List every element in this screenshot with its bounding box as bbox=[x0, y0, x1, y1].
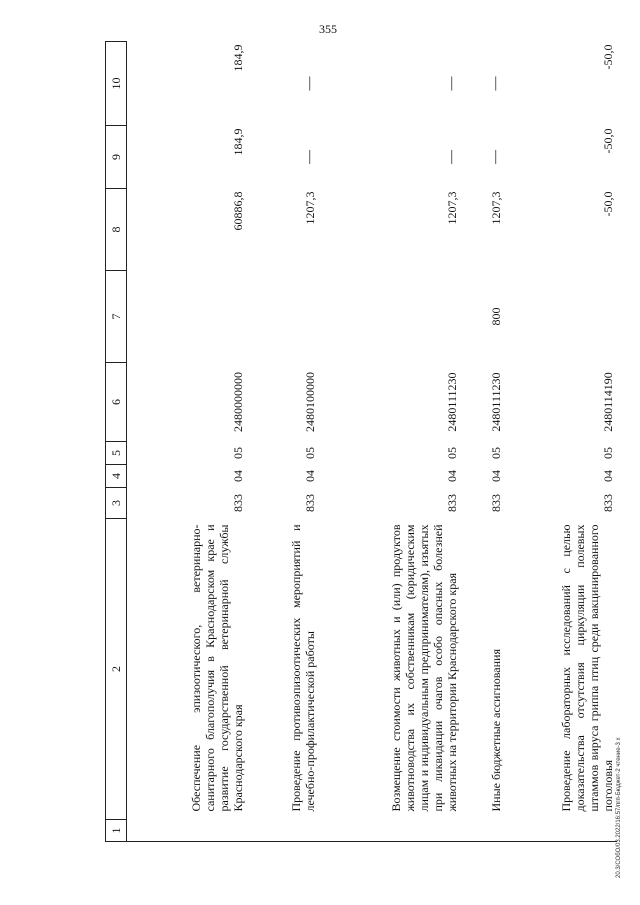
cell-amount-3: -50,0 bbox=[600, 44, 615, 70]
cell-subsection: 05 bbox=[600, 447, 615, 459]
budget-table-rotated bbox=[105, 42, 640, 842]
cell-expense-type bbox=[127, 271, 247, 363]
cell-expense-type bbox=[247, 271, 319, 363]
cell-subsection: 05 bbox=[488, 447, 503, 459]
header-cell: 2 bbox=[106, 519, 127, 820]
header-cell: 10 bbox=[106, 42, 127, 126]
cell-target-article: 2480114190 bbox=[600, 372, 615, 432]
cell-amount-1: 1207,3 bbox=[302, 191, 317, 225]
row-description: Обеспечение эпизоотического, ветеринарно-санитарного благополучия в Краснодарском крае и развитие государственной ветеринарной службы Краснодарского края bbox=[188, 524, 245, 812]
cell-section: 04 bbox=[302, 470, 317, 482]
cell-subsection: 05 bbox=[302, 447, 317, 459]
header-cell: 3 bbox=[106, 488, 127, 519]
cell-amount-3: 184,9 bbox=[230, 44, 245, 72]
header-cell: 4 bbox=[106, 465, 127, 488]
cell-amount-1: 60886,8 bbox=[230, 191, 245, 231]
page-number: 355 bbox=[319, 22, 337, 36]
table-row bbox=[505, 42, 617, 842]
cell-admin: 833 bbox=[230, 494, 245, 512]
cell-subsection: 05 bbox=[230, 447, 245, 459]
footer-note: 20.3/СОбО/03.2022/16:57/пгп-Бюджет-2 чтение-3 х bbox=[616, 737, 622, 878]
cell-target-article: 2480000000 bbox=[230, 372, 245, 432]
cell-amount-3: — bbox=[443, 76, 459, 91]
table-row bbox=[461, 42, 505, 842]
cell-expense-type bbox=[319, 271, 461, 363]
header-cell: 1 bbox=[106, 820, 127, 842]
row-description: Иные бюджетные ассигнования bbox=[488, 649, 503, 812]
cell-admin: 833 bbox=[302, 494, 317, 512]
header-cell: 9 bbox=[106, 126, 127, 189]
row-description: Проведение лабораторных исследований с целью доказательства отсутствия циркуляции полевых штаммов вируса гриппа птиц среди вакцинированного поголовья bbox=[558, 524, 615, 812]
row-description: Проведение противоэпизоотических мероприятий и лечебно-профилактической работы bbox=[288, 524, 317, 812]
cell-target-article: 2480100000 bbox=[302, 372, 317, 432]
cell-section: 04 bbox=[444, 470, 459, 482]
cell-amount-3: — bbox=[301, 76, 317, 91]
cell-section: 04 bbox=[488, 470, 503, 482]
cell-expense-type: 800 bbox=[488, 307, 503, 326]
table-row bbox=[247, 42, 319, 842]
cell-target-article: 2480111230 bbox=[444, 372, 459, 432]
cell-amount-2: — bbox=[301, 150, 317, 164]
cell-amount-2: — bbox=[487, 150, 503, 164]
cell-section: 04 bbox=[230, 470, 245, 482]
cell-amount-1: 1207,3 bbox=[488, 191, 503, 225]
cell-expense-type bbox=[505, 271, 617, 363]
cell-target-article: 2480111230 bbox=[488, 372, 503, 432]
cell-admin: 833 bbox=[444, 494, 459, 512]
header-row bbox=[106, 42, 127, 842]
cell-section: 04 bbox=[600, 470, 615, 482]
cell-amount-2: -50,0 bbox=[600, 128, 615, 154]
cell-amount-3: — bbox=[487, 76, 503, 91]
cell-subsection: 05 bbox=[444, 447, 459, 459]
header-cell: 6 bbox=[106, 363, 127, 442]
cell-admin: 833 bbox=[600, 494, 615, 512]
cell-admin: 833 bbox=[488, 494, 503, 512]
cell-amount-1: -50,0 bbox=[600, 191, 615, 217]
table-row bbox=[127, 42, 247, 842]
budget-table bbox=[105, 41, 617, 842]
header-cell: 7 bbox=[106, 271, 127, 363]
cell-amount-1: 1207,3 bbox=[444, 191, 459, 225]
table-row bbox=[319, 42, 461, 842]
cell-amount-2: — bbox=[443, 150, 459, 164]
header-cell: 5 bbox=[106, 442, 127, 465]
cell-amount-2: 184,9 bbox=[230, 128, 245, 156]
row-description: Возмещение стоимости животных и (или) продуктов животноводства их собственникам (юридическим лицам и индивидуальным предпринимателям), изъятых при ликвидации очагов особо опасных болезней животных на территории Краснодарского края bbox=[388, 524, 459, 812]
header-cell: 8 bbox=[106, 189, 127, 271]
